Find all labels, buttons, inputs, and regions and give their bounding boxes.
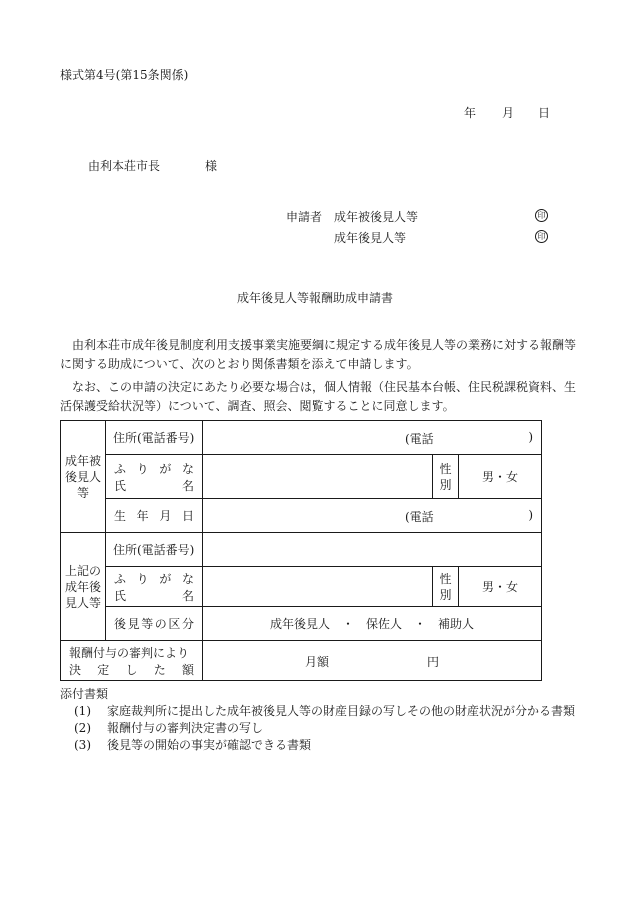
ward-dob-label: 生 年 月 日: [106, 499, 203, 533]
application-table: [60, 420, 542, 681]
ward-address-field[interactable]: [203, 421, 542, 455]
guardian-address-field[interactable]: [203, 533, 542, 567]
guardian-sex-label: 性 別: [433, 567, 459, 607]
ward-dob-tel-close: ): [528, 507, 534, 522]
applicant-ward: 成年被後見人等: [334, 210, 419, 224]
ward-tel-close: ): [528, 429, 534, 444]
guardian-sex-options[interactable]: 男・女: [459, 567, 542, 607]
amount-field[interactable]: [203, 641, 542, 681]
amount-monthly-label: 月額: [305, 654, 330, 669]
attachment-item: [74, 703, 575, 720]
attachment-item: [74, 737, 575, 754]
ward-dob-field[interactable]: [203, 499, 542, 533]
guardian-address-label: 住所(電話番号): [106, 533, 203, 567]
attachment-number: (3): [74, 738, 91, 752]
paragraph1-line1: 由利本荘市成年後見制度利用支援事業実施要綱に規定する成年後見人等の業務に対する報酬等: [72, 338, 577, 352]
attachment-number: (1): [74, 704, 91, 718]
ward-sex-label: 性 別: [433, 455, 459, 499]
document-title: 成年後見人等報酬助成申請書: [236, 291, 393, 305]
date-day-label: 日: [538, 106, 551, 120]
amount-yen-label: 円: [427, 654, 440, 669]
ward-tel-open: (電話: [405, 431, 434, 446]
date-year-label: 年: [464, 106, 477, 120]
seal-mark-guardian: 印: [535, 230, 548, 243]
applicant-guardian: 成年後見人等: [334, 231, 407, 245]
attachment-number: (2): [74, 721, 91, 735]
amount-label: 報酬付与の審判により 決 定 し た 額: [61, 641, 203, 681]
attachment-item: [74, 720, 575, 737]
paragraph2-line2: 活保護受給状況等）について、調査、照会、閲覧することに同意します。: [60, 399, 455, 413]
addressee-name: 由利本荘市長: [88, 159, 161, 173]
form-number: 様式第4号(第15条関係): [60, 68, 189, 82]
guardian-section-label: 上記の 成年後 見人等: [61, 533, 106, 641]
seal-mark-ward: 印: [535, 209, 548, 222]
ward-name-field[interactable]: [203, 455, 433, 499]
attachment-text: 報酬付与の審判決定書の写し: [107, 721, 264, 735]
guardian-category-label: 後 見 等 の 区 分: [106, 607, 203, 641]
paragraph1-line2: に関する助成について、次のとおり関係書類を添えて申請します。: [60, 357, 419, 371]
ward-address-label: 住所(電話番号): [106, 421, 203, 455]
date-month-label: 月: [502, 106, 515, 120]
ward-name-label: ふ り が な 氏 名: [106, 455, 203, 499]
guardian-name-field[interactable]: [203, 567, 433, 607]
paragraph2-line1: なお、この申請の決定にあたり必要な場合は，個人情報（住民基本台帳、住民税課税資料、生: [72, 380, 577, 394]
ward-sex-options[interactable]: 男・女: [459, 455, 542, 499]
attachment-text: 家庭裁判所に提出した成年被後見人等の財産目録の写しその他の財産状況が分かる書類: [107, 704, 576, 718]
addressee-honorific: 様: [205, 159, 218, 173]
guardian-name-label: ふ り が な 氏 名: [106, 567, 203, 607]
ward-dob-tel-open: (電話: [405, 509, 434, 524]
applicant-label: 申請者: [286, 210, 323, 224]
attachment-text: 後見等の開始の事実が確認できる書類: [107, 738, 312, 752]
attachments-heading: 添付書類: [60, 687, 109, 701]
paragraph-consent-request: [60, 336, 580, 374]
attachments-section: [60, 686, 575, 754]
guardian-category-options[interactable]: 成年後見人 ・ 保佐人 ・ 補助人: [203, 607, 542, 641]
paragraph-privacy-consent: [60, 378, 580, 416]
ward-section-label: 成年被 後見人 等: [61, 421, 106, 533]
